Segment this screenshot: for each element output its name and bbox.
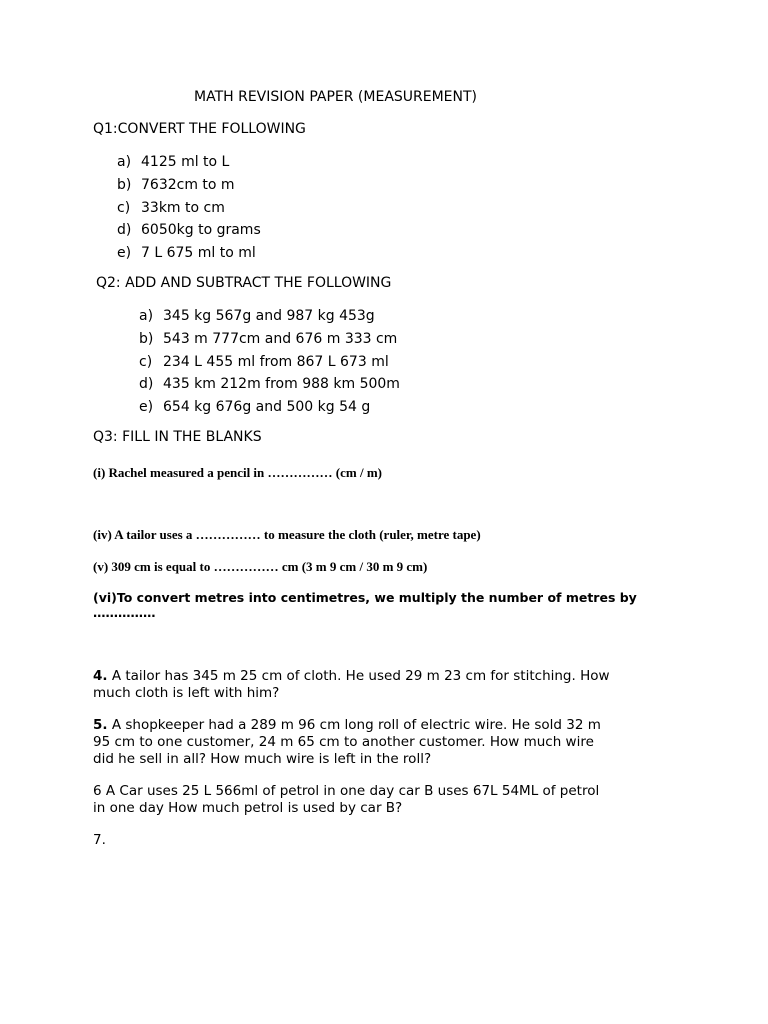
question-number: 5. (93, 717, 108, 733)
list-item: e) 654 kg 676g and 500 kg 54 g (139, 399, 371, 416)
q3-item-vi-blank: …………… (93, 605, 156, 620)
q1-list (117, 152, 261, 266)
q3-item-vi: (vi)To convert metres into centimetres, we multiply the number of metres by (93, 590, 637, 605)
question-4: 4. A tailor has 345 m 25 cm of cloth. He used 29 m 23 cm for stitching. How much cloth is left with him? (93, 668, 610, 701)
q3-item-v: (v) 309 cm is equal to …………… cm (3 m 9 cm / 30 m 9 cm) (93, 559, 428, 574)
list-item: b) 7632cm to m (117, 176, 235, 193)
q3-heading: Q3: FILL IN THE BLANKS (93, 429, 262, 445)
list-item: a) 345 kg 567g and 987 kg 453g (139, 308, 375, 324)
q3-item-i: (i) Rachel measured a pencil in …………… (cm / m) (93, 465, 382, 480)
q1-heading: Q1:CONVERT THE FOLLOWING (93, 121, 306, 137)
q2-list (139, 306, 400, 420)
question-7: 7. (93, 832, 106, 848)
list-item: d) 435 km 212m from 988 km 500m (139, 376, 400, 393)
list-item: c) 234 L 455 ml from 867 L 673 ml (139, 353, 389, 370)
list-item: d) 6050kg to grams (117, 222, 261, 239)
list-item: e) 7 L 675 ml to ml (117, 245, 256, 262)
question-5: 5. A shopkeeper had a 289 m 96 cm long roll of electric wire. He sold 32 m 95 cm to one customer, 24 m 65 cm to another customer. How much wire did he sell in all? How much wire is left in the roll? (93, 717, 601, 767)
question-number: 4. (93, 668, 108, 684)
q3-item-iv: (iv) A tailor uses a …………… to measure the cloth (ruler, metre tape) (93, 527, 481, 542)
list-item: a) 4125 ml to L (117, 154, 230, 170)
page-title: MATH REVISION PAPER (MEASUREMENT) (194, 89, 478, 105)
q2-heading: Q2: ADD AND SUBTRACT THE FOLLOWING (96, 275, 392, 291)
list-item: b) 543 m 777cm and 676 m 333 cm (139, 330, 398, 347)
question-6: 6 A Car uses 25 L 566ml of petrol in one day car B uses 67L 54ML of petrol in one day How much petrol is used by car B? (93, 783, 600, 816)
list-item: c) 33km to cm (117, 199, 225, 216)
